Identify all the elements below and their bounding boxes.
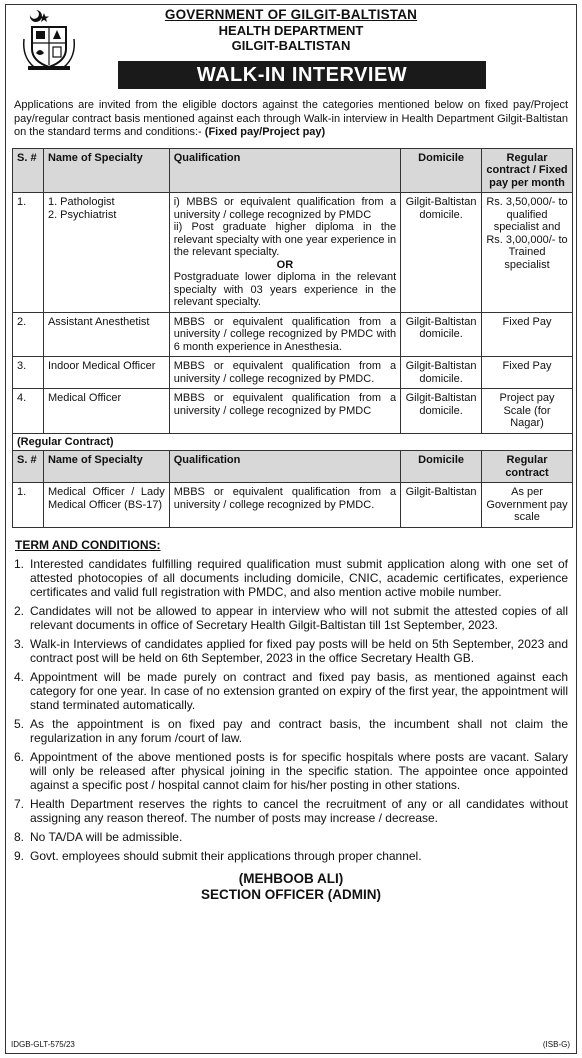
row-domicile: Gilgit-Baltistan domicile.	[401, 389, 482, 434]
list-item	[12, 849, 570, 863]
header-titles	[12, 7, 570, 53]
list-item	[12, 797, 570, 825]
list-item	[12, 637, 570, 665]
signature-block	[12, 871, 570, 903]
row-specialty: Medical Officer / Lady Medical Officer (BS-17)	[43, 483, 169, 528]
header-specialty: Name of Specialty	[43, 148, 169, 193]
row-specialty: Indoor Medical Officer	[43, 357, 169, 389]
header-domicile: Domicile	[401, 451, 482, 483]
table-row	[13, 483, 573, 528]
qualification-line: Postgraduate lower diploma in the relevant specialty with 03 years experience in the relevant specialty.	[173, 271, 397, 308]
term-number: 2.	[14, 603, 25, 618]
term-text: Appointment will be made purely on contract and fixed pay basis, as mentioned against each category for one year. In case of no extension granted on expiry of the first year, the appointment will stand terminated automatically.	[30, 669, 568, 712]
row-pay: Rs. 3,50,000/- to qualified specialist and Rs. 3,00,000/- to Trained specialist	[482, 193, 573, 313]
table-header-row	[13, 148, 573, 193]
department-title: HEALTH DEPARTMENT	[218, 23, 364, 38]
table-row	[13, 389, 573, 434]
term-number: 4.	[14, 669, 25, 684]
row-qualification: MBBS or equivalent qualification from a university / college recognized by PMDC.	[169, 483, 400, 528]
row-specialty: Assistant Anesthetist	[43, 312, 169, 357]
list-item	[12, 717, 570, 745]
intro-bold: (Fixed pay/Project pay)	[204, 126, 326, 138]
footer-ref-left: IDGB-GLT-575/23	[11, 1040, 75, 1049]
term-text: As the appointment is on fixed pay and contract basis, the incumbent shall not claim the regularization in any forum /court of law.	[30, 716, 568, 745]
header-qualification: Qualification	[169, 451, 400, 483]
qualification-line: ii) Post graduate higher diploma in the relevant specialty with one year experience in the relevant specialty.	[173, 221, 397, 258]
term-number: 5.	[14, 716, 25, 731]
region-title: GILGIT-BALTISTAN	[231, 38, 351, 53]
term-text: Walk-in Interviews of candidates applied for fixed pay posts will be held on 5th September, 2023 and contract post will be held on 6th September, 2023 in the office Secretary Health GB.	[30, 636, 568, 665]
term-text: Candidates will not be allowed to appear in interview who will not submit the attested copies of all relevant documents in office of Secretary Health Gilgit-Baltistan till 1st September, 2023.	[30, 603, 568, 632]
term-number: 1.	[14, 556, 25, 571]
advertisement-page	[5, 4, 577, 1054]
list-item	[12, 557, 570, 599]
list-item	[12, 750, 570, 792]
row-specialty: Medical Officer	[43, 389, 169, 434]
specialty-line: 2. Psychiatrist	[47, 208, 117, 221]
row-domicile: Gilgit-Baltistan domicile.	[401, 357, 482, 389]
intro-text: Applications are invited from the eligible doctors against the categories mentioned below on fixed pay/Project pay/regular contract basis mentioned against each through Walk-in interview in Health Department Gilgit-Baltistan on the standard terms and conditions:-	[14, 99, 568, 138]
row-qualification: MBBS or equivalent qualification from a university / college recognized by PMDC with 6 month experience in Anesthesia.	[169, 312, 400, 357]
list-item	[12, 830, 570, 844]
qualification-line: i) MBBS or equivalent qualification from a university / college recognized by PMDC	[173, 196, 397, 221]
government-title: GOVERNMENT OF GILGIT-BALTISTAN	[164, 7, 418, 22]
table-header-row	[13, 451, 573, 483]
qualification-or: OR	[276, 258, 294, 271]
terms-list	[12, 557, 570, 863]
row-sno: 1.	[13, 193, 44, 313]
row-domicile: Gilgit-Baltistan	[401, 483, 482, 528]
header	[12, 5, 570, 97]
list-item	[12, 604, 570, 632]
terms-title: TERM AND CONDITIONS:	[15, 537, 161, 552]
row-pay: As per Government pay scale	[482, 483, 573, 528]
row-sno: 3.	[13, 357, 44, 389]
row-domicile: Gilgit-Baltistan domicile.	[401, 193, 482, 313]
header-domicile: Domicile	[401, 148, 482, 193]
table-row	[13, 193, 573, 313]
intro-paragraph	[12, 97, 570, 140]
regular-contract-section-row	[13, 433, 573, 451]
row-pay: Project pay Scale (for Nagar)	[482, 389, 573, 434]
row-sno: 2.	[13, 312, 44, 357]
row-sno: 4.	[13, 389, 44, 434]
term-number: 6.	[14, 749, 25, 764]
term-number: 3.	[14, 636, 25, 651]
header-qualification: Qualification	[169, 148, 400, 193]
row-qualification	[169, 193, 400, 313]
section-label: (Regular Contract)	[13, 433, 573, 451]
footer	[11, 1040, 570, 1049]
term-text: Govt. employees should submit their applications through proper channel.	[30, 848, 422, 863]
table-row	[13, 357, 573, 389]
row-pay: Fixed Pay	[482, 357, 573, 389]
header-sno: S. #	[13, 148, 44, 193]
term-text: Interested candidates fulfilling required qualification must submit application along with one set of attested photocopies of all documents including domicile, CNIC, academic certificates, experience certificates and valid full registration with PMDC, and also mention active mobile number.	[30, 556, 568, 599]
term-number: 8.	[14, 829, 25, 844]
term-text: Health Department reserves the rights to cancel the recruitment of any or all candidates without assigning any reason thereof. The number of posts may increase / decrease.	[30, 796, 568, 825]
walk-in-banner: WALK-IN INTERVIEW	[118, 61, 486, 89]
header-pay: Regular contract	[482, 451, 573, 483]
header-sno: S. #	[13, 451, 44, 483]
signatory-name: (MEHBOOB ALI)	[238, 870, 344, 886]
header-specialty: Name of Specialty	[43, 451, 169, 483]
term-number: 7.	[14, 796, 25, 811]
list-item	[12, 670, 570, 712]
table-row	[13, 312, 573, 357]
row-specialty	[43, 193, 169, 313]
footer-ref-right: (ISB-G)	[542, 1040, 570, 1049]
signatory-title: SECTION OFFICER (ADMIN)	[201, 886, 381, 902]
row-sno: 1.	[13, 483, 44, 528]
positions-table	[12, 148, 573, 528]
header-pay: Regular contract / Fixed pay per month	[482, 148, 573, 193]
row-qualification: MBBS or equivalent qualification from a university / college recognized by PMDC.	[169, 357, 400, 389]
term-text: No TA/DA will be admissible.	[30, 829, 183, 844]
term-text: Appointment of the above mentioned posts is for specific hospitals where posts are vacant. Salary will only be released after physical joining in the specific station. The appointee once appointed against a specific post / hospital cannot claim for his/her posting in other stations.	[30, 749, 568, 792]
term-number: 9.	[14, 848, 25, 863]
row-qualification: MBBS or equivalent qualification from a university / college recognized by PMDC	[169, 389, 400, 434]
row-pay: Fixed Pay	[482, 312, 573, 357]
row-domicile: Gilgit-Baltistan domicile.	[401, 312, 482, 357]
specialty-line: 1. Pathologist	[47, 196, 115, 208]
